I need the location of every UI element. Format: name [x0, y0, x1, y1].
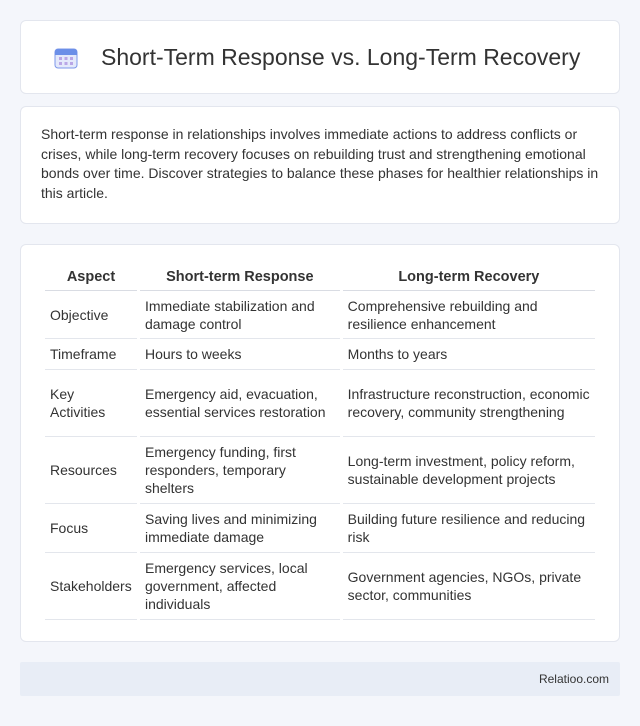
- intro-paragraph: Short-term response in relationships involves immediate actions to address conflicts or crises, while long-term recovery focuses on rebuilding trust and strengthening emotional bonds over time. Discover strategies to balance these phases for healthier relationships in this article.: [41, 126, 599, 201]
- row-aspect: Focus: [45, 504, 137, 553]
- row-long-term: Long-term investment, policy reform, sustainable development projects: [343, 437, 595, 504]
- table-row: [45, 370, 595, 437]
- intro-card: [20, 106, 620, 224]
- row-short-term: Emergency aid, evacuation, essential services restoration: [140, 370, 340, 437]
- row-short-term: Emergency funding, first responders, temporary shelters: [140, 437, 340, 504]
- table-row: [45, 504, 595, 553]
- row-long-term: Building future resilience and reducing risk: [343, 504, 595, 553]
- comparison-table: [42, 263, 598, 620]
- header-aspect: Aspect: [45, 263, 137, 291]
- row-aspect: Stakeholders: [45, 553, 137, 620]
- row-short-term: Emergency services, local government, affected individuals: [140, 553, 340, 620]
- row-short-term: Saving lives and minimizing immediate damage: [140, 504, 340, 553]
- row-aspect: Timeframe: [45, 339, 137, 370]
- table-header-row: [45, 263, 595, 291]
- table-row: [45, 339, 595, 370]
- calendar-icon: [54, 46, 78, 70]
- row-aspect: Objective: [45, 291, 137, 339]
- table-row: [45, 437, 595, 504]
- row-long-term: Infrastructure reconstruction, economic recovery, community strengthening: [343, 370, 595, 437]
- row-short-term: Hours to weeks: [140, 339, 340, 370]
- row-long-term: Comprehensive rebuilding and resilience enhancement: [343, 291, 595, 339]
- row-aspect: Resources: [45, 437, 137, 504]
- comparison-table-card: [20, 244, 620, 642]
- header-long-term: Long-term Recovery: [343, 263, 595, 291]
- page-title: Short-Term Response vs. Long-Term Recovery: [101, 44, 581, 70]
- header-card: [20, 20, 620, 94]
- table-row: [45, 553, 595, 620]
- table-row: [45, 291, 595, 339]
- row-long-term: Months to years: [343, 339, 595, 370]
- row-short-term: Immediate stabilization and damage control: [140, 291, 340, 339]
- footer-brand: Relatioo.com: [538, 672, 609, 686]
- row-long-term: Government agencies, NGOs, private sector, communities: [343, 553, 595, 620]
- row-aspect: Key Activities: [45, 370, 137, 437]
- header-short-term: Short-term Response: [140, 263, 340, 291]
- footer: [20, 662, 620, 696]
